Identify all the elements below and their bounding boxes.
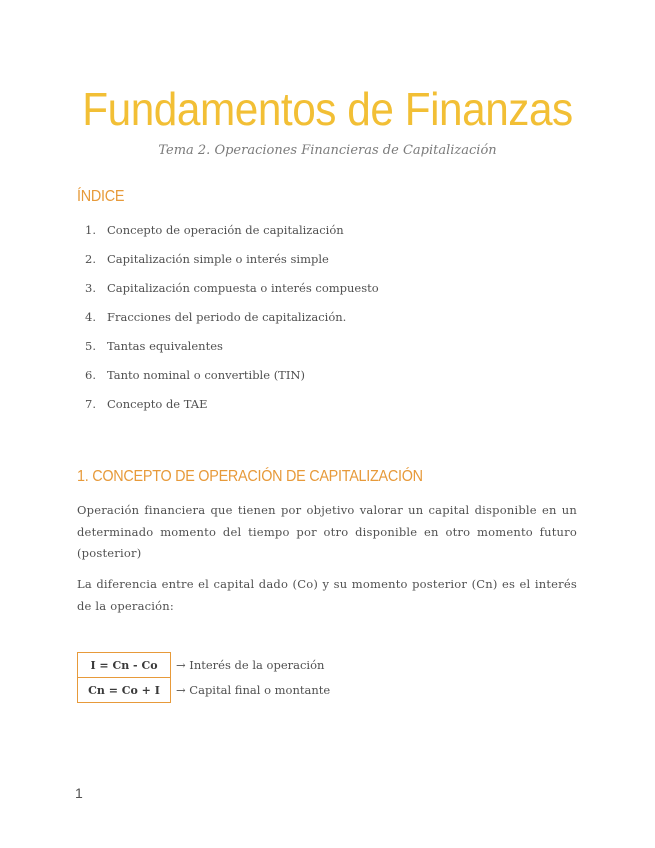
toc-item-5 <box>85 337 379 366</box>
formula-row-interest <box>78 653 331 678</box>
toc-item-2 <box>85 250 379 279</box>
toc-item-number: 3. <box>85 281 96 295</box>
toc-item-label: Concepto de operación de capitalización <box>107 223 344 237</box>
toc-item-number: 4. <box>85 310 96 324</box>
toc-item-label: Concepto de TAE <box>107 397 208 411</box>
toc-item-3 <box>85 279 379 308</box>
formula-capital: Cn = Co + I <box>78 678 171 703</box>
section-1-paragraph-2: La diferencia entre el capital dado (Co) y su momento posterior (Cn) es el interés de la operación: <box>77 577 577 613</box>
table-of-contents <box>85 221 379 424</box>
section-1-paragraph-1: Operación financiera que tienen por objetivo valorar un capital disponible en un determinado momento del tiempo por otro disponible en otro momento futuro (posterior) <box>77 503 577 560</box>
toc-item-label: Capitalización compuesta o interés compuesto <box>107 281 379 295</box>
formula-interest-description: → Interés de la operación <box>176 658 325 672</box>
toc-item-6 <box>85 366 379 395</box>
toc-item-label: Tanto nominal o convertible (TIN) <box>107 368 305 382</box>
page-number: 1 <box>75 785 83 801</box>
section-1-heading: 1. CONCEPTO DE OPERACIÓN DE CAPITALIZACIÓN <box>77 468 423 485</box>
toc-heading: ÍNDICE <box>77 188 125 205</box>
toc-item-number: 7. <box>85 397 96 411</box>
toc-item-1 <box>85 221 379 250</box>
toc-item-4 <box>85 308 379 337</box>
toc-item-label: Tantas equivalentes <box>107 339 223 353</box>
toc-item-number: 5. <box>85 339 96 353</box>
formula-table <box>77 652 331 703</box>
toc-item-label: Capitalización simple o interés simple <box>107 252 329 266</box>
formula-interest: I = Cn - Co <box>78 653 171 678</box>
formula-row-capital <box>78 678 331 703</box>
formula-capital-description: → Capital final o montante <box>176 683 331 697</box>
document-title: Fundamentos de Finanzas <box>82 83 573 135</box>
document-subtitle: Tema 2. Operaciones Financieras de Capitalización <box>158 143 497 158</box>
toc-item-number: 1. <box>85 223 96 237</box>
toc-item-label: Fracciones del periodo de capitalización. <box>107 310 347 324</box>
toc-item-number: 2. <box>85 252 96 266</box>
toc-item-7 <box>85 395 379 424</box>
toc-item-number: 6. <box>85 368 96 382</box>
